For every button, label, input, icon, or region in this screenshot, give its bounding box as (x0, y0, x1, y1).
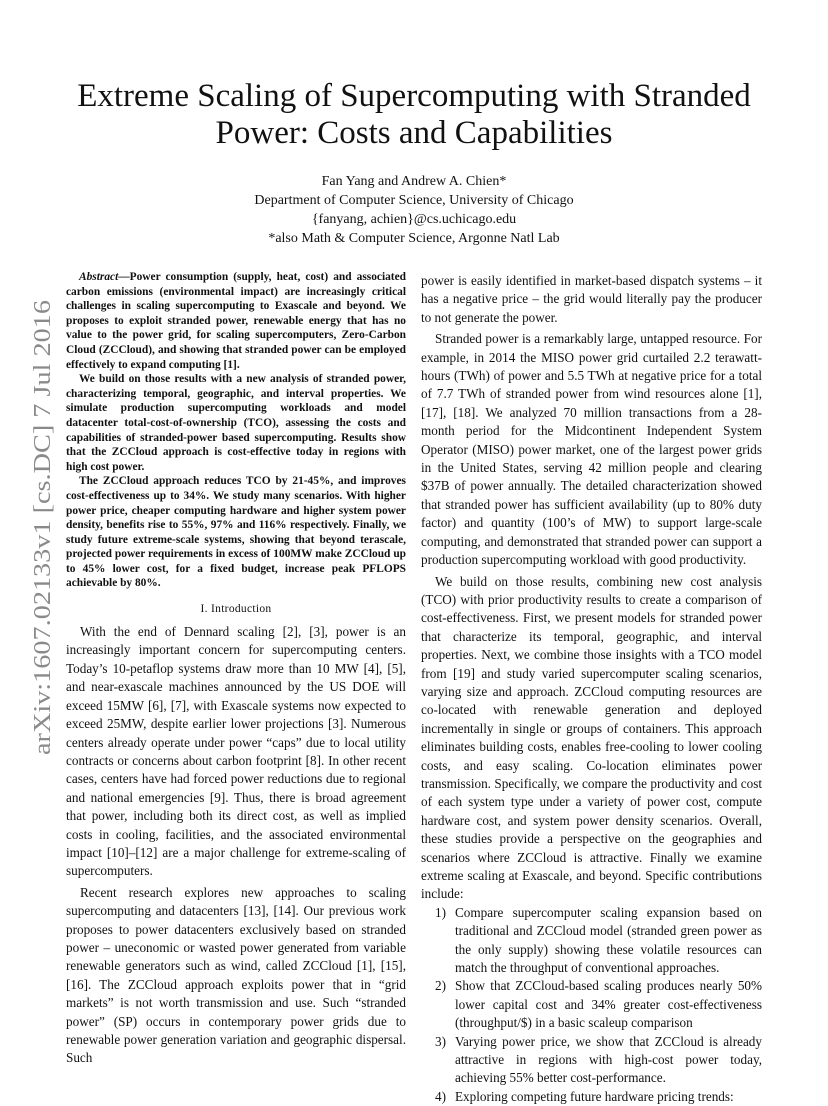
abstract-paragraph-2: We build on those results with a new analysis of stranded power, characterizing temporal, geographic, and interval properties. We simulate production supercomputing workloads and model datacenter total-cost-of-ownership (TCO), assessing the costs and capabilities of stranded-power based supercomputing. Results show that the ZCCloud approach is cost-effective today in regions with high cost power. (66, 373, 406, 473)
left-column (66, 270, 406, 1068)
arxiv-stamp-text: arXiv:1607.02133v1 [cs.DC] 7 Jul 2016 (29, 360, 56, 755)
contribution-number: 3) (435, 1033, 446, 1049)
contribution-number: 2) (435, 978, 446, 994)
contribution-item (421, 977, 762, 1032)
contribution-item (421, 1088, 762, 1106)
author-affiliation-2: *also Math & Computer Science, Argonne Natl Lab (268, 231, 560, 246)
abstract-text-1: —Power consumption (supply, heat, cost) and associated carbon emissions (environmental impact) are increasingly critical challenges in scaling supercomputing to Exascale and beyond. We proposes to exploit stranded power, renewable energy that has no value to the power grid, for scaling supercomputers, Zero-Carbon Cloud (ZCCloud), and showing that stranded power can be employed effectively to expand computing [1]. (66, 271, 406, 371)
author-email: {fanyang, achien}@cs.uchicago.edu (311, 212, 517, 227)
abstract-label: Abstract (79, 271, 119, 283)
contribution-number: 4) (435, 1088, 446, 1104)
contribution-text: Compare supercomputer scaling expansion based on traditional and ZCCloud model (stranded green power as the only supply) showing these volatile resources can match the throughput of conventional approaches. (455, 904, 762, 976)
abstract-paragraph-1 (66, 270, 406, 372)
author-block (60, 172, 768, 248)
intro-paragraph-1: With the end of Dennard scaling [2], [3], power is an increasingly important concern for supercomputing centers. Today’s 10-petaflop systems draw more than 10 MW [4], [5], and near-exascale machines announced by the US DOE will exceed 15MW [6], [7], with Exascale systems now expected to exceed 25MW, despite earlier lower projections [3]. Numerous centers already operate under power “caps” due to local utility contracts or concerns about carbon footprint [8]. In other recent cases, centers have had forced power reductions due to regional and national emergencies [9]. Thus, there is broad agreement that power, including both its direct cost, as well as implied costs in cooling, facilities, and the associated environmental impact [10]–[12] are a major challenge for extreme-scaling of supercomputers. (66, 624, 406, 879)
arxiv-stamp (10, 300, 58, 760)
right-column (421, 272, 762, 1106)
intro-paragraph-2: Recent research explores new approaches to scaling supercomputing and datacenters [13], [14]. Our previous work proposes to power datacenters exclusively based on stranded power – uneconomic or wasted power generated from variable renewable generators such as wind, called ZCCloud [1], [15], [16]. The ZCCloud approach exploits power that in “grid markets” is not worth transmission and use. Such “stranded power” (SP) occurs in contemporary power grids due to renewable power generation variation and geographic dispersal. Such (66, 884, 406, 1066)
contribution-text: Exploring competing future hardware pricing trends: (455, 1088, 734, 1104)
abstract-paragraph-3: The ZCCloud approach reduces TCO by 21-45%, and improves cost-effectiveness up to 34%. We study many scenarios. With higher power price, cheaper computing hardware and higher system power density, benefits rise to 55%, 97% and 116% respectively. Finally, we study future extreme-scale systems, showing that beyond terascale, projected power requirements in excess of 100MW make ZCCloud up to 45% lower cost, for a fixed budget, increase peak PFLOPS achievable by 80%. (66, 475, 406, 590)
contributions-list (421, 904, 762, 1106)
right-paragraph-2: Stranded power is a remarkably large, untapped resource. For example, in 2014 the MISO power grid curtailed 2.2 terawatt-hours (TWh) of power and 5.5 TWh at negative price for a total of 7.7 TWh of stranded power from wind resources alone [1], [17], [18]. We analyzed 70 million transactions from a 28-month period for the Midcontinent Independent System Operator (MISO) power market, one of the largest power grids in the United States, serving 42 million people and clearing $37B of power annually. The detailed characterization showed that stranded power has sufficient availability (up to 80% duty factor) and quantity (100’s of MW) to support large-scale computing, and demonstrated that stranded power can support a production supercomputing workload with good productivity. (421, 331, 762, 568)
introduction-right (421, 272, 762, 904)
contribution-text: Show that ZCCloud-based scaling produces nearly 50% lower capital cost and 34% greater cost-effectiveness (throughput/$) in a basic scaleup comparison (455, 978, 762, 1031)
paper-title (60, 78, 768, 152)
title-line-2: Power: Costs and Capabilities (215, 115, 613, 151)
right-paragraph-3: We build on those results, combining new cost analysis (TCO) with prior productivity results to create a comparison of cost-effectiveness. First, we present models for stranded power that characterize its temporal, geographic, and interval properties. Next, we combine those insights with a TCO model from [19] and study varied supercomputer scaling scenarios, varying size and approach. ZCCloud computing resources are co-located with renewable generation and deployed incrementally in single or groups of containers. This approach eliminates building costs, enables free-cooling to lower cooling costs, and easy scaling. Co-location eliminates power transmission. Specifically, we compare the productivity and cost of each system type under a variety of power cost, compute hardware cost, and system power density scenarios. Overall, these studies provide a perspective on the geographies and scenarios where ZCCloud is attractive. Finally we examine extreme scaling at Exascale, and beyond. Specific contributions include: (421, 573, 762, 902)
contribution-item (421, 904, 762, 978)
section-heading-introduction: I. Introduction (200, 603, 272, 616)
contribution-text: Varying power price, we show that ZCCloud is already attractive in regions with high-cost power today, achieving 55% better cost-performance. (455, 1033, 762, 1086)
arxiv-stamp-svg (10, 300, 58, 760)
author-names: Fan Yang and Andrew A. Chien* (321, 174, 507, 189)
right-paragraph-1: power is easily identified in market-based dispatch systems – it has a negative price – the grid would literally pay the producer to not generate the power. (421, 273, 762, 325)
introduction-left (66, 623, 406, 1068)
contribution-item (421, 1033, 762, 1088)
title-line-1: Extreme Scaling of Supercomputing with Stranded (77, 78, 751, 114)
author-affiliation: Department of Computer Science, University of Chicago (254, 193, 574, 208)
abstract (66, 270, 406, 591)
contribution-number: 1) (435, 904, 446, 920)
